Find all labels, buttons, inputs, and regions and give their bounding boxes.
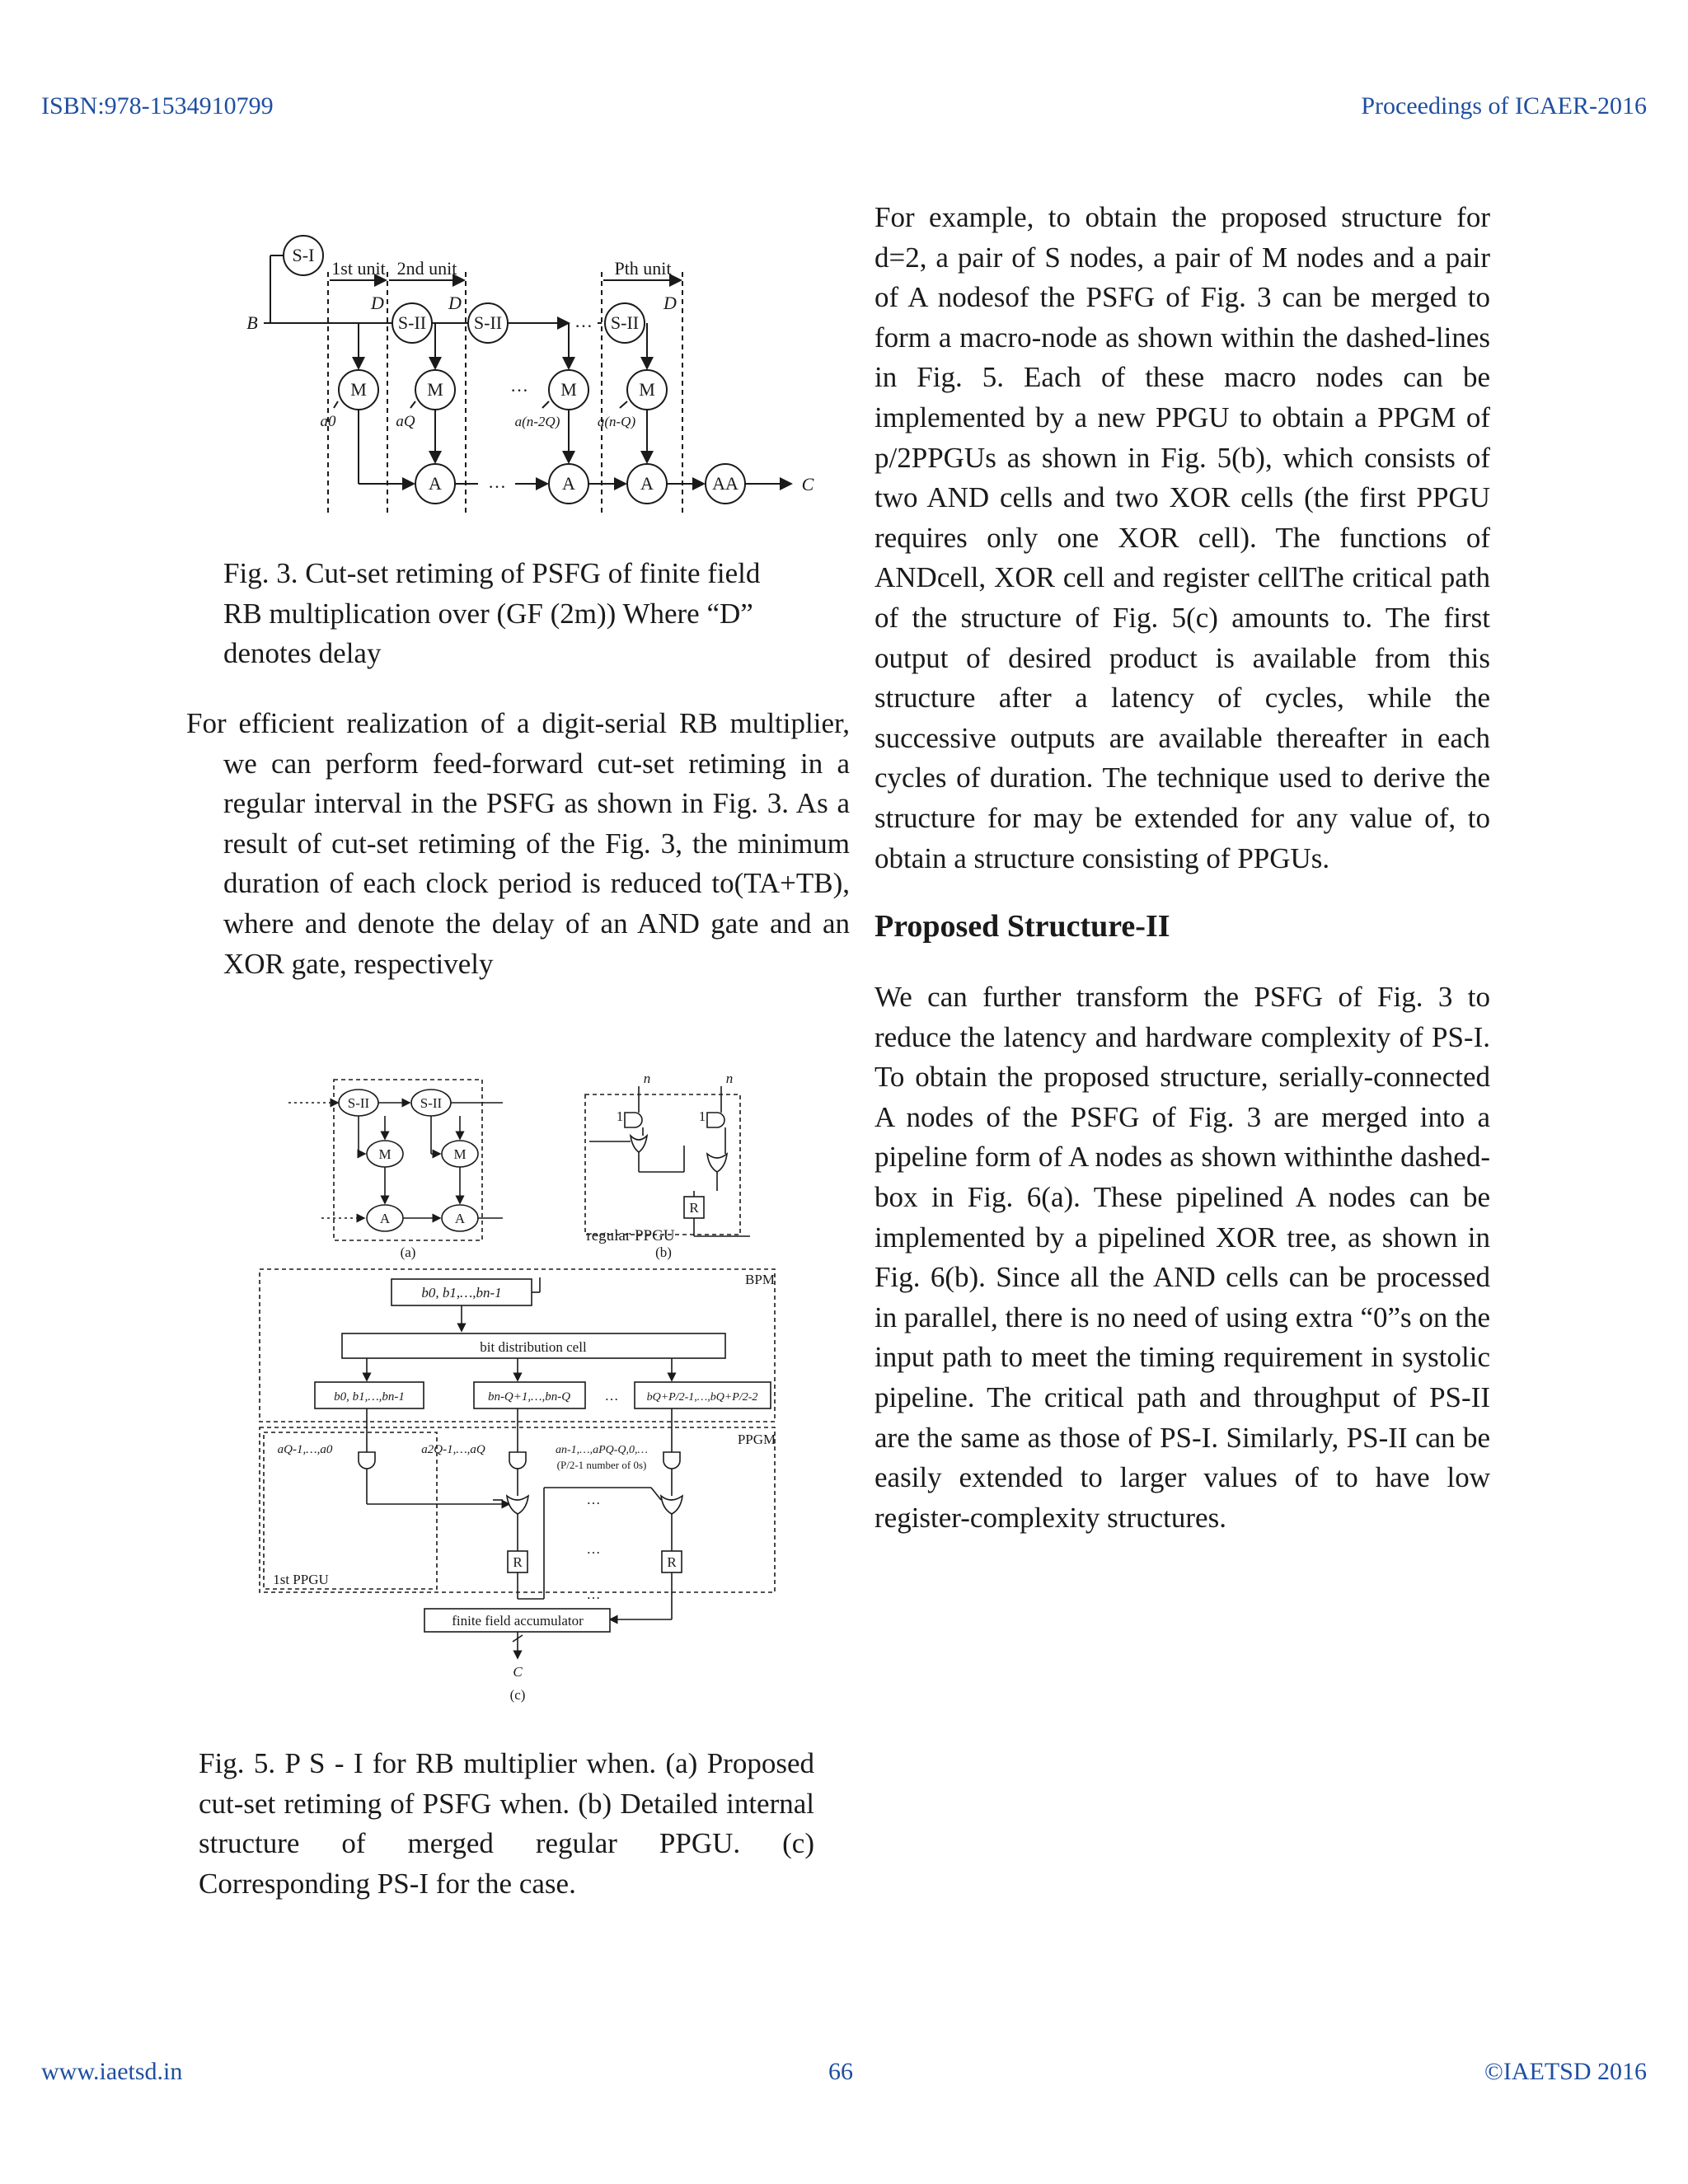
register-label: R xyxy=(667,1554,677,1570)
right-paragraph-2-text: We can further transform the PSFG of Fig. 3 to reduce the latency and hardware complexity of PS-I. To obtain the proposed structure, serially-connected A nodes of the PSFG of Fig. 3 are merged into a pipeline form of A nodes as shown withinthe dashed-box in Fig. 6(a). These pipelined A nodes can be implemented by a pipelined XOR tree, as shown in Fig. 6(b). Since all the AND cells can be processed in parallel, there is no need of using extra “0”s on the input path to meet the timing requirement in systolic pipeline. The critical path and throughput of PS-II are the same as those of PS-I. Similarly, PS-II can be easily extended to larger values of to have low register-complexity structures. xyxy=(874,981,1490,1534)
a0-label: a0 xyxy=(320,413,336,430)
dots-label: … xyxy=(604,1388,619,1404)
m-node-label: M xyxy=(350,379,367,400)
bit-dist-label: bit distribution cell xyxy=(480,1339,587,1355)
unit2-label: 2nd unit xyxy=(396,258,457,279)
a-node-label: A xyxy=(429,473,442,494)
sub-a-label: (a) xyxy=(400,1244,416,1260)
n-label: n xyxy=(725,1071,734,1086)
m-node-label: M xyxy=(453,1146,467,1162)
one-label: 1 xyxy=(616,1108,624,1124)
right-paragraph-2 xyxy=(874,977,1490,1538)
register-label: R xyxy=(689,1200,699,1216)
unitp-label: Pth unit xyxy=(614,258,672,279)
unit1-label: 1st unit xyxy=(331,258,386,279)
sii-node-label: S-II xyxy=(397,312,427,333)
dots-label: … xyxy=(510,375,528,396)
delay-label: D xyxy=(371,293,384,313)
a-node-label: A xyxy=(454,1211,466,1226)
an2q-label: a(n-2Q) xyxy=(514,414,560,429)
aq-label: aQ xyxy=(396,413,415,430)
regular-ppgu-label: regular PPGU xyxy=(586,1227,675,1244)
m-node-label: M xyxy=(427,379,443,400)
n-label: n xyxy=(643,1071,651,1086)
first-ppgu-label: 1st PPGU xyxy=(273,1572,329,1587)
b-group2-label: bn-Q+1,…,bn-Q xyxy=(487,1390,571,1404)
sii-node-label: S-II xyxy=(420,1095,443,1111)
one-label: 1 xyxy=(698,1108,706,1124)
b-group3-label: bQ+P/2-1,…,bQ+P/2-2 xyxy=(646,1391,758,1404)
dots-label: … xyxy=(586,1586,601,1602)
register-label: R xyxy=(513,1554,523,1570)
a-group2-label: a2Q-1,…,aQ xyxy=(421,1443,485,1456)
right-paragraph-1 xyxy=(874,198,1490,879)
delay-label: D xyxy=(448,293,462,313)
left-paragraph-text: For efficient realization of a digit-serial RB multiplier, we can perform feed-forward cut-set retiming in a regular interval in the PSFG as shown in Fig. 3. As a result of cut-set retiming of the Fig. 3, the minimum duration of each clock period is reduced to(TA+TB), where and denote the delay of an AND gate and an XOR gate, respectively xyxy=(186,707,850,980)
ppgm-label: PPGM xyxy=(737,1432,776,1447)
m-node-label: M xyxy=(639,379,655,400)
sub-b-label: (b) xyxy=(655,1244,672,1260)
b-input-label: B xyxy=(246,312,258,333)
accumulator-label: finite field accumulator xyxy=(452,1613,584,1629)
sii-node-label: S-II xyxy=(610,312,640,333)
left-paragraph xyxy=(186,704,850,984)
a-node-label: A xyxy=(379,1211,391,1226)
proceedings-header: Proceedings of ICAER-2016 xyxy=(1361,92,1647,120)
c-output-label: C xyxy=(513,1664,523,1680)
sii-node-label: S-II xyxy=(347,1095,370,1111)
fig3-caption-text: Fig. 3. Cut-set retiming of PSFG of finite field RB multiplication over (GF (2m)) Where “D” denotes delay xyxy=(223,557,761,670)
delay-label: D xyxy=(663,293,677,313)
c-output-label: C xyxy=(801,474,814,494)
section-heading: Proposed Structure-II xyxy=(874,909,1170,944)
website-footer: www.iaetsd.in xyxy=(41,2058,183,2085)
fig3-diagram xyxy=(231,210,824,523)
a-node-label: A xyxy=(640,473,654,494)
isbn-header: ISBN:978-1534910799 xyxy=(41,92,274,120)
fig5-caption xyxy=(199,1744,814,1904)
right-paragraph-1-text: For example, to obtain the proposed structure for d=2, a pair of S nodes, a pair of M nodes and a pair of A nodesof the PSFG of Fig. 3 can be merged to form a macro-node as shown within the dashed-lines in Fig. 5. Each of these macro nodes can be implemented by a new PPGU to obtain a PPGM of p/2PPGUs as shown in Fig. 5(b), which consists of two AND cells and two XOR cells (the first PPGU requires only one XOR cell). The functions of ANDcell, XOR cell and register cellThe critical path of the structure of Fig. 5(c) amounts to. The first output of desired product is available from this structure after a latency of cycles, while the successive outputs are available thereafter in each cycles of duration. The technique used to derive the structure for may be extended for any value of, to obtain a structure consisting of PPGUs. xyxy=(874,201,1490,874)
zeros-note: (P/2-1 number of 0s) xyxy=(556,1459,647,1471)
page-number: 66 xyxy=(828,2058,853,2085)
fig5-diagram xyxy=(256,1071,783,1714)
sub-c-label: (c) xyxy=(509,1687,526,1703)
fig5-caption-text: Fig. 5. P S - I for RB multiplier when. (a) Proposed cut-set retiming of PSFG when. (b) Detailed internal structure of merged regular PPGU. (c) Corresponding PS-I for the case. xyxy=(199,1747,814,1900)
dots-label: … xyxy=(488,471,506,492)
a-node-label: A xyxy=(562,473,575,494)
aa-node-label: AA xyxy=(712,473,738,494)
copyright-footer: ©IAETSD 2016 xyxy=(1484,2058,1647,2085)
sii-node-label: S-II xyxy=(473,312,503,333)
si-node-label: S-I xyxy=(292,245,315,265)
m-node-label: M xyxy=(378,1146,392,1162)
dots-label: … xyxy=(586,1492,601,1507)
anq-label: a(n-Q) xyxy=(597,414,636,429)
dots-label: … xyxy=(586,1541,601,1557)
bpm-label: BPM xyxy=(745,1272,775,1287)
dots-label: … xyxy=(574,311,593,331)
b-group1-label: b0, b1,…,bn-1 xyxy=(334,1390,405,1404)
fig3-caption xyxy=(223,554,792,674)
m-node-label: M xyxy=(560,379,577,400)
a-group1-label: aQ-1,…,a0 xyxy=(277,1443,333,1456)
a-group3-label: an-1,…,aPQ-Q,0,… xyxy=(556,1444,648,1456)
b-all-label: b0, b1,…,bn-1 xyxy=(421,1285,502,1301)
